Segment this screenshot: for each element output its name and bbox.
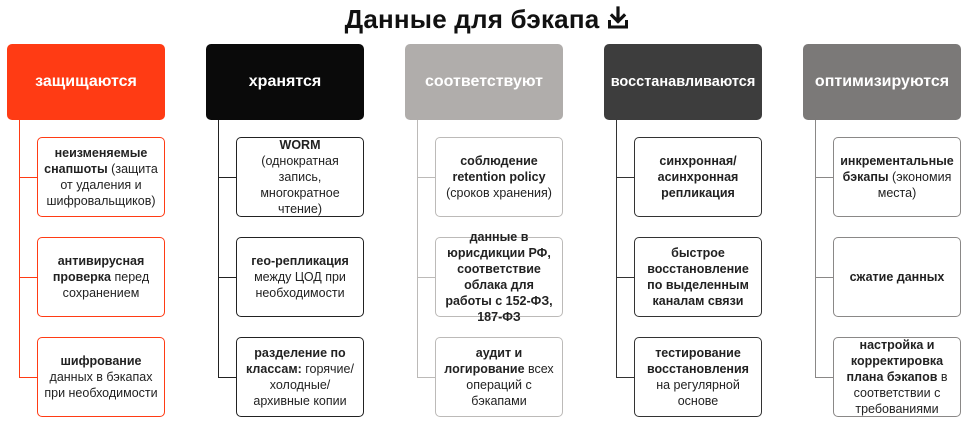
card-text <box>242 137 358 217</box>
connector-branch <box>417 377 435 378</box>
download-icon <box>607 6 629 37</box>
card-text-bold: аудит и логирование <box>444 346 525 376</box>
card-text-regular: (сроков хранения) <box>446 186 552 200</box>
connector-branch <box>616 277 634 278</box>
title-text: Данные для бэкапа <box>344 4 600 34</box>
connector-line <box>815 120 816 377</box>
card-text-bold: WORM <box>279 138 321 152</box>
column-header: защищаются <box>7 44 165 120</box>
card-text-bold: тестирование восстановления <box>647 346 749 376</box>
connector-branch <box>417 177 435 178</box>
feature-card <box>634 337 762 417</box>
column-1 <box>7 44 167 429</box>
card-text-bold: настройка и корректировка плана бэкапов <box>846 338 944 384</box>
feature-card <box>236 237 364 317</box>
card-text-bold: синхронная/асинхронная репликация <box>657 154 739 200</box>
connector-branch <box>218 377 236 378</box>
feature-card <box>833 137 961 217</box>
feature-card <box>833 237 961 317</box>
connector-branch <box>815 377 833 378</box>
feature-card <box>833 337 961 417</box>
page-title <box>0 4 974 37</box>
feature-card <box>37 237 165 317</box>
feature-card <box>37 337 165 417</box>
column-2 <box>206 44 366 429</box>
card-text <box>441 345 557 409</box>
card-text-bold: инкрементальные бэкапы <box>840 154 954 184</box>
card-text-bold: гео-репликация <box>251 254 349 268</box>
column-4 <box>604 44 764 429</box>
card-text <box>839 337 955 417</box>
card-text-regular: (экономия места) <box>877 170 952 200</box>
card-text-bold: неизменяемые снапшоты <box>44 146 148 176</box>
card-text-bold: соблюдение retention policy <box>452 154 546 184</box>
card-text-regular: между ЦОД при необходимости <box>254 270 346 300</box>
connector-branch <box>815 277 833 278</box>
connector-branch <box>616 377 634 378</box>
card-text-bold: данные в юрисдикции РФ, соответствие облака для работы с 152-ФЗ, 187-ФЗ <box>445 230 553 324</box>
card-text <box>640 345 756 409</box>
connector-line <box>19 120 20 377</box>
card-text <box>242 253 358 301</box>
card-text-regular: (однократная запись, многократное чтение) <box>260 154 340 216</box>
card-text-regular: в соответствии с требованиями <box>853 370 948 416</box>
card-text-bold: шифрование <box>60 354 142 368</box>
column-header: восстанавливаются <box>604 44 762 120</box>
column-header: соответствуют <box>405 44 563 120</box>
connector-branch <box>218 277 236 278</box>
connector-branch <box>616 177 634 178</box>
card-text-bold: разделение по классам: <box>246 346 346 376</box>
card-text <box>43 253 159 301</box>
card-text <box>850 269 945 285</box>
column-header: оптимизируются <box>803 44 961 120</box>
connector-line <box>417 120 418 377</box>
connector-branch <box>417 277 435 278</box>
connector-branch <box>19 277 37 278</box>
column-5 <box>803 44 963 429</box>
card-text-regular: данных в бэкапах при необходимости <box>44 370 158 400</box>
card-text-bold: антивирусная проверка <box>52 254 145 284</box>
card-text <box>441 229 557 325</box>
feature-card <box>236 337 364 417</box>
column-3 <box>405 44 565 429</box>
connector-line <box>218 120 219 377</box>
card-text-regular: горячие/холодные/ архивные копии <box>253 362 354 408</box>
card-text <box>839 153 955 201</box>
card-text-regular: всех операций с бэкапами <box>466 362 554 408</box>
feature-card <box>236 137 364 217</box>
card-text <box>43 353 159 401</box>
card-text-bold: сжатие данных <box>849 270 945 284</box>
feature-card <box>435 137 563 217</box>
card-text <box>242 345 358 409</box>
card-text <box>640 245 756 309</box>
connector-branch <box>815 177 833 178</box>
card-text-bold: быстрое восстановление по выделенным каналам связи <box>647 246 749 308</box>
card-text <box>441 153 557 201</box>
card-text-regular: (защита от удаления и шифровальщиков) <box>46 162 158 208</box>
feature-card <box>37 137 165 217</box>
connector-branch <box>218 177 236 178</box>
card-text-regular: на регулярной основе <box>656 378 740 408</box>
connector-line <box>616 120 617 377</box>
column-header: хранятся <box>206 44 364 120</box>
connector-branch <box>19 377 37 378</box>
feature-card <box>435 337 563 417</box>
card-text <box>43 145 159 209</box>
feature-card <box>435 230 563 324</box>
feature-card <box>634 137 762 217</box>
card-text-regular: перед сохранением <box>62 270 150 300</box>
card-text <box>640 153 756 201</box>
feature-card <box>634 237 762 317</box>
connector-branch <box>19 177 37 178</box>
